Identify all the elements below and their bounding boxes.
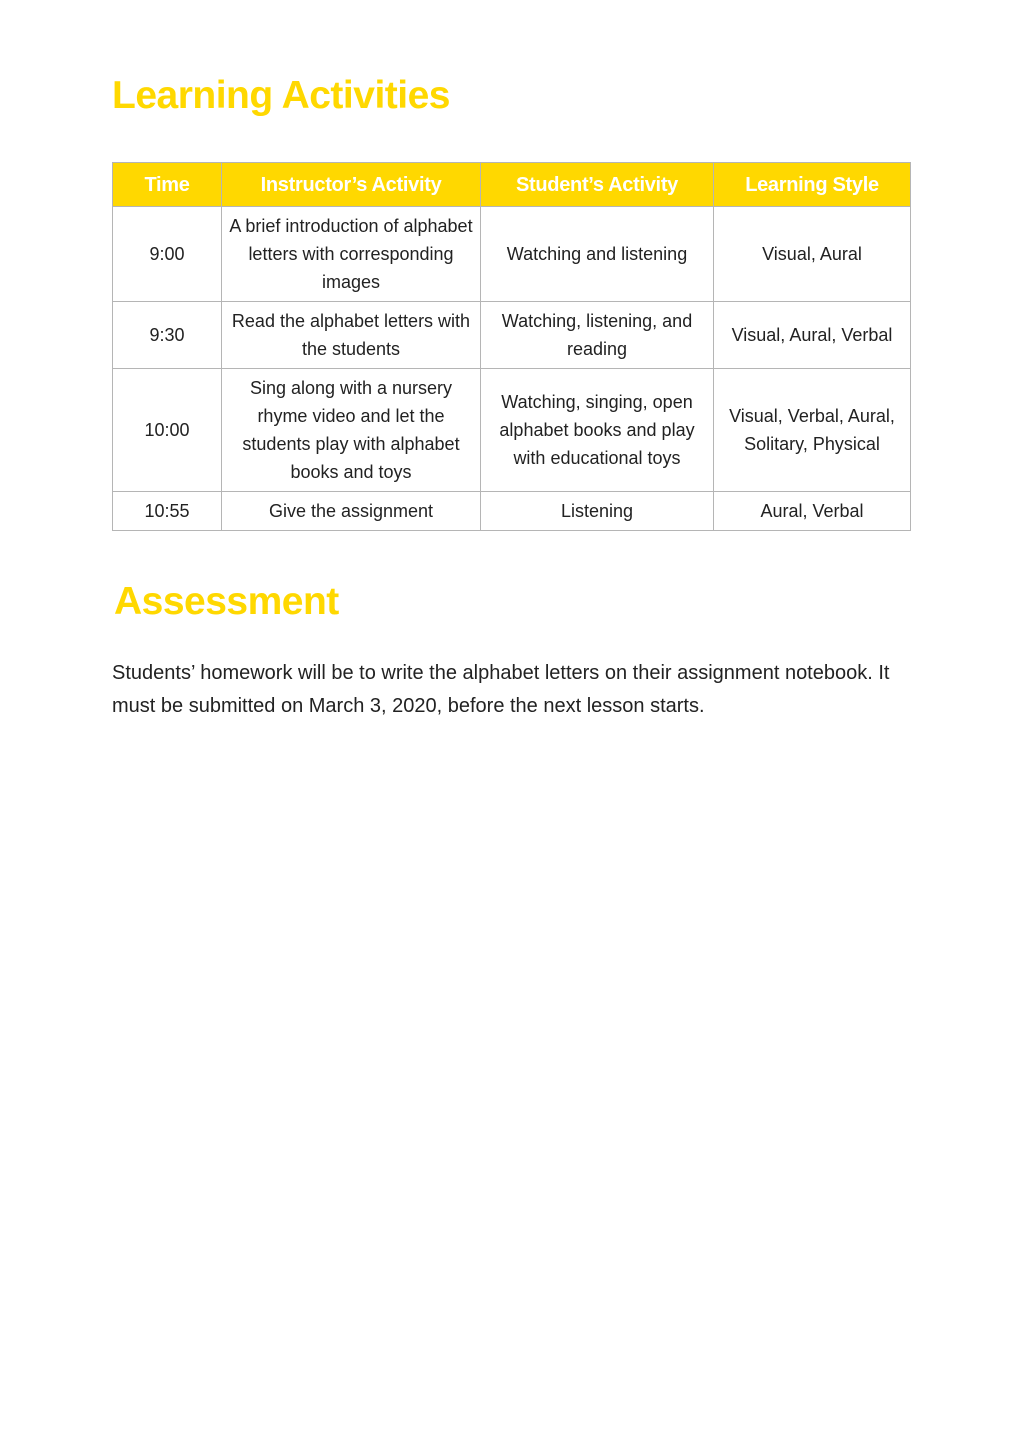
cell-time: 9:30 <box>113 302 222 369</box>
cell-time: 10:55 <box>113 492 222 531</box>
cell-student-activity: Watching and listening <box>481 207 714 302</box>
cell-learning-style: Visual, Aural, Verbal <box>714 302 911 369</box>
column-header-learning-style: Learning Style <box>714 163 911 207</box>
cell-learning-style: Visual, Aural <box>714 207 911 302</box>
cell-learning-style: Visual, Verbal, Aural, Solitary, Physical <box>714 369 911 492</box>
assessment-title: Assessment <box>114 580 339 623</box>
column-header-instructor-activity: Instructor’s Activity <box>222 163 481 207</box>
table-row <box>113 369 911 492</box>
table-row <box>113 302 911 369</box>
cell-instructor-activity: Give the assignment <box>222 492 481 531</box>
cell-learning-style: Aural, Verbal <box>714 492 911 531</box>
learning-activities-title: Learning Activities <box>112 74 450 117</box>
learning-activities-table <box>112 162 911 531</box>
cell-student-activity: Watching, listening, and reading <box>481 302 714 369</box>
table-header-row <box>113 163 911 207</box>
cell-time: 9:00 <box>113 207 222 302</box>
table-row <box>113 492 911 531</box>
cell-time: 10:00 <box>113 369 222 492</box>
cell-instructor-activity: A brief introduction of alphabet letters with corresponding images <box>222 207 481 302</box>
table-row <box>113 207 911 302</box>
cell-student-activity: Listening <box>481 492 714 531</box>
cell-student-activity: Watching, singing, open alphabet books and play with educational toys <box>481 369 714 492</box>
column-header-student-activity: Student’s Activity <box>481 163 714 207</box>
assessment-paragraph: Students’ homework will be to write the alphabet letters on their assignment notebook. It must be submitted on March 3, 2020, before the next lesson starts. <box>112 662 890 717</box>
cell-instructor-activity: Sing along with a nursery rhyme video and let the students play with alphabet books and toys <box>222 369 481 492</box>
column-header-time: Time <box>113 163 222 207</box>
cell-instructor-activity: Read the alphabet letters with the students <box>222 302 481 369</box>
